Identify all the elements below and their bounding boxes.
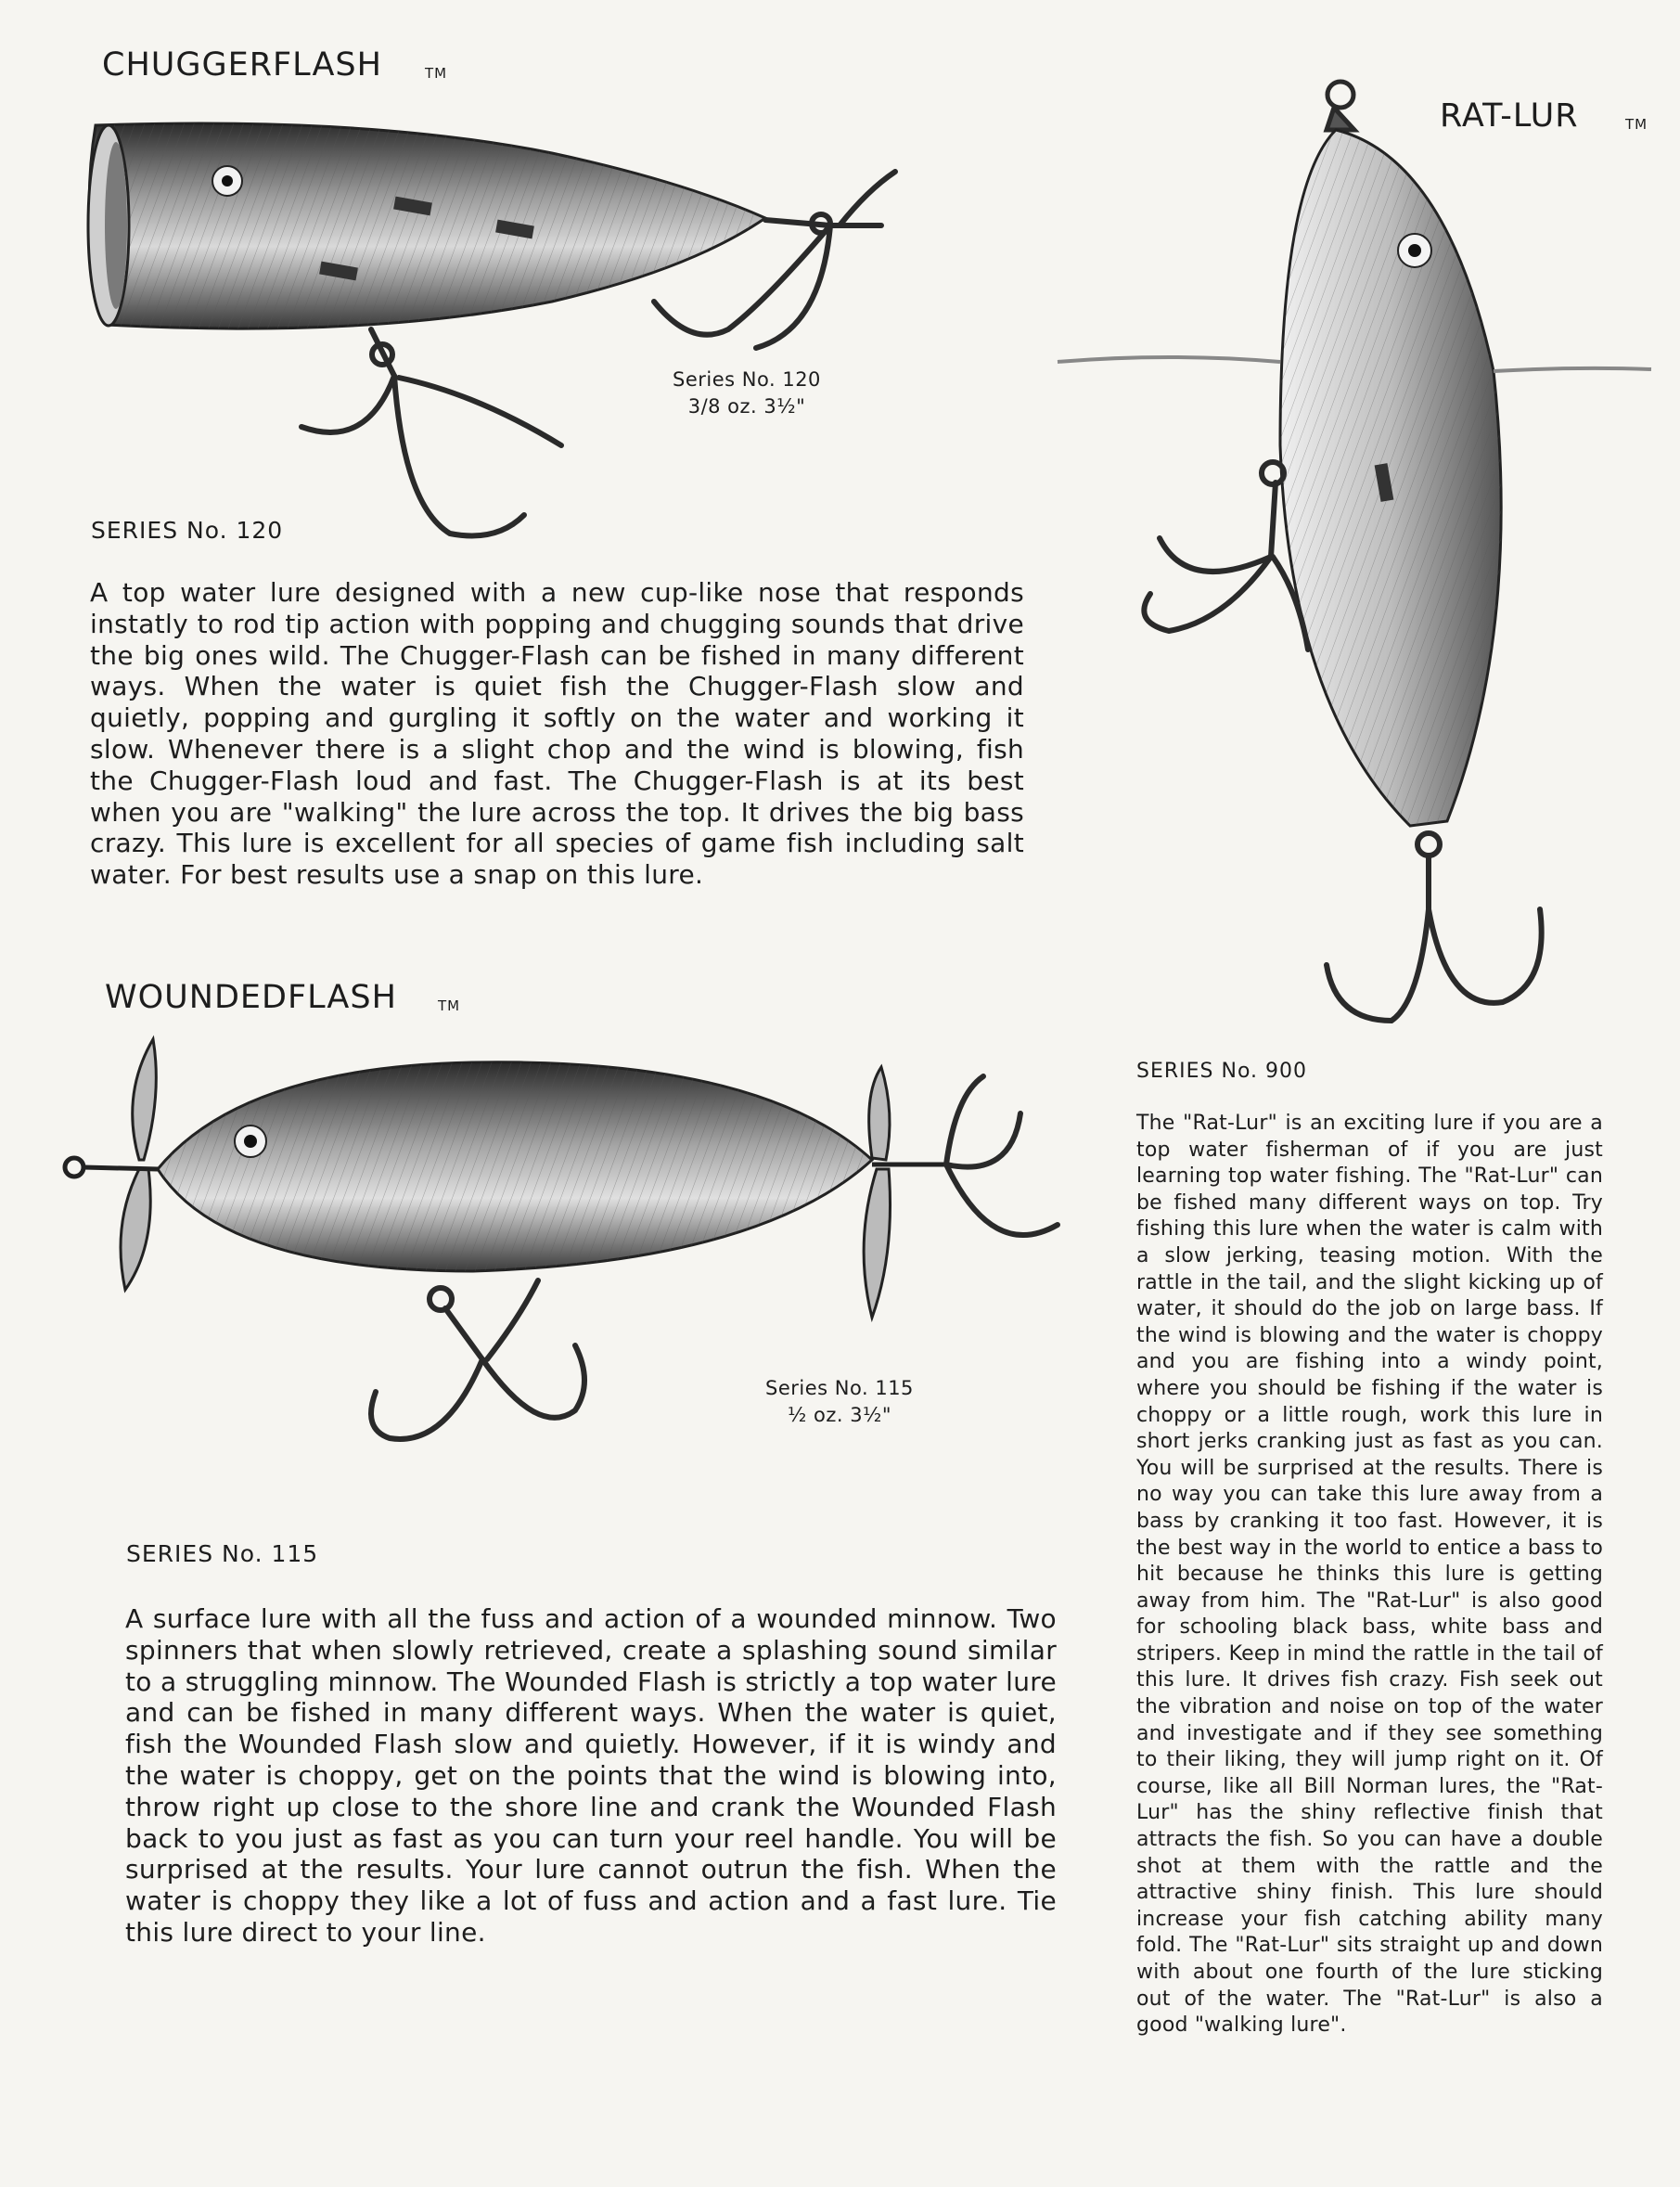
woundedflash-body — [158, 1062, 872, 1271]
woundedflash-specs — [733, 1375, 946, 1429]
ratlur-body — [1280, 130, 1501, 826]
ratlur-tail-hook — [1327, 833, 1542, 1021]
woundedflash-belly-hook — [371, 1280, 584, 1439]
chuggerflash-series-heading: SERIES No. 120 — [91, 517, 284, 544]
chuggerflash-body — [88, 123, 765, 328]
woundedflash-specs-size: ½ oz. 3½" — [787, 1404, 892, 1426]
ratlur-series-heading: SERIES No. 900 — [1136, 1060, 1308, 1083]
chuggerflash-trademark: TM — [425, 65, 448, 82]
woundedflash-specs-series: Series No. 115 — [765, 1377, 914, 1399]
chuggerflash-belly-hook — [301, 329, 561, 536]
woundedflash-series-heading: SERIES No. 115 — [126, 1540, 319, 1567]
woundedflash-description: A surface lure with all the fuss and action of a wounded minnow. Two spinners that when slowly retrieved, create a splashing sound similar to a struggling minnow. The Wounded Flash is strictly a top water lure and can be fished in many different ways. When the water is quiet, fish the Wounded Flash slow and quietly. However, if it is windy and the water is choppy, get on the points that the wind is blowing into, throw right up close to the shore line and crank the Wounded Flash back to you just as fast as you can turn your reel handle. You will be surprised at the results. Your lure cannot outrun the fish. When the water is choppy they like a lot of fuss and action and a fast lure. Tie this lure direct to your line. — [125, 1603, 1057, 1948]
chuggerflash-description: A top water lure designed with a new cup-like nose that responds instatly to rod tip action with popping and chugging sounds that drive the big ones wild. The Chugger-Flash can be fished in many different ways. When the water is quiet fish the Chugger-Flash slow and quietly, popping and gurgling it softly on the water and working it slow. Whenever there is a slight chop and the wind is blowing, fish the Chugger-Flash loud and fast. The Chugger-Flash is at its best when you are "walking" the lure across the top. It drives the big bass crazy. This lure is excellent for all species of game fish including salt water. For best results use a snap on this lure. — [90, 577, 1024, 891]
chuggerflash-title: CHUGGERFLASH — [102, 46, 382, 84]
woundedflash-tail-hook — [946, 1076, 1058, 1235]
ratlur-title: RAT-LUR — [1440, 97, 1579, 135]
ratlur-description: The "Rat-Lur" is an exciting lure if you are a top water fisherman of if you are just learning top water fishing. The "Rat-Lur" can be fished many different ways on top. Try fishing this lure when the water is calm with a slow jerking, teasing motion. With the rattle in the tail, and the slight kicking up of water, it should do the job on large bass. If the wind is blowing and the water is choppy and you are fishing into a windy point, where you should be fishing if the water is choppy or a little rough, work this lure in short jerks cranking just as fast as you can. You will be surprised at the results. There is no way you can take this lure away from a bass by cranking it too fast. However, it is the best way in the world to entice a bass to hit because he thinks this lure is getting away from him. The "Rat-Lur" is also good for schooling black bass, white bass and stripers. Keep in mind the rattle in the tail of this lure. It drives fish crazy. Fish seek out the vibration and noise on top of the water and investigate and if they see something to their liking, they will jump right on it. Of course, like all Bill Norman lures, the "Rat-Lur" has the shiny reflective finish that attracts the fish. So you can have a double shot at them with the rattle and the attractive shiny finish. This lure should increase your fish catching ability many fold. The "Rat-Lur" sits straight up and down with about one fourth of the lure sticking out of the water. The "Rat-Lur" is also a good "walking lure". — [1136, 1112, 1603, 2038]
chuggerflash-lure-illustration — [88, 116, 1044, 571]
woundedflash-front-spinner — [65, 1039, 158, 1290]
woundedflash-title: WOUNDEDFLASH — [105, 979, 397, 1016]
ratlur-top-eye — [1327, 82, 1354, 130]
ratlur-lure-illustration — [1058, 74, 1651, 1076]
chuggerflash-specs — [640, 367, 853, 420]
ratlur-trademark: TM — [1625, 116, 1648, 133]
chuggerflash-specs-size: 3/8 oz. 3½" — [687, 395, 806, 418]
woundedflash-rear-spinner — [864, 1067, 946, 1318]
chuggerflash-specs-series: Series No. 120 — [673, 368, 821, 391]
woundedflash-trademark: TM — [438, 997, 461, 1014]
